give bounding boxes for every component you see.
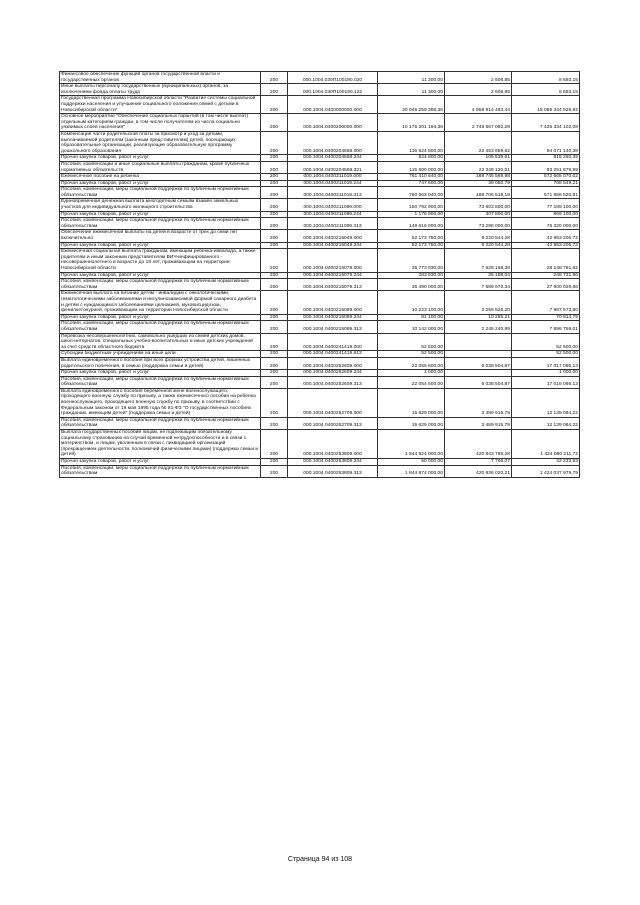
table-row: [60, 249, 580, 272]
row-plan-cell: 761 410 640,00: [378, 174, 445, 181]
row-name-cell: Выплата единовременного пособия беременной жене военнослужащего, проходящего военную службу по призыву, а также ежемесячного пособия на ребенка военнослужащего, проходящего военную службу по призыву, в соответствии с Федеральным законом от 19 мая 1995 года № 81-ФЗ "О государственных пособиях гражданам, имеющим детей" (поддержка семьи и детей): [60, 388, 261, 417]
row-rest-cell: 28 148 761,62: [512, 249, 580, 272]
row-code-cell: 200: [261, 357, 288, 369]
row-kbk-cell: 000.1004.0400252609.000: [288, 357, 378, 369]
row-plan-cell: 924 800,00: [378, 155, 445, 162]
row-kbk-cell: 000.1004.0400211019.313: [288, 187, 378, 199]
row-plan-cell: 52 173 750,00: [378, 230, 445, 242]
row-code-cell: 200: [261, 321, 288, 333]
row-kbk-cell: 000.1004.0400215049.000: [288, 230, 378, 242]
table-row: [60, 180, 580, 187]
row-plan-cell: 35 773 930,00: [378, 249, 445, 272]
row-plan-cell: 81 100,00: [378, 314, 445, 321]
table-row: [60, 321, 580, 333]
row-name-cell: Единовременная денежная выплата многодетным семьям взамен земельных участков для индивидуального жилищного строительства: [60, 199, 261, 211]
row-plan-cell: 1 000,00: [378, 370, 445, 377]
table-row: [60, 218, 580, 230]
row-fact-cell: 7 625 168,38: [445, 249, 512, 272]
row-kbk-cell: 000.1004.0400253809.244: [288, 459, 378, 466]
row-name-cell: Ежемесячная социальная выплата гражданам, имеющим ребенка-инвалида, а также родителям и иным законным представителям ВИЧ-инфицированного - несовершеннолетнего в возрасте до 18 лет, проживающим на территории Новосибирской области: [60, 249, 261, 272]
row-code-cell: 200: [261, 272, 288, 279]
row-name-cell: Пособия, компенсации, меры социальной поддержки по публичным нормативным обязательствам: [60, 321, 261, 333]
row-name-cell: Прочая закупка товаров, работ и услуг: [60, 272, 261, 279]
table-row: [60, 417, 580, 429]
row-fact-cell: 5 038 504,87: [445, 376, 512, 388]
row-rest-cell: 93 251 879,99: [512, 161, 580, 173]
row-rest-cell: 42 233,93: [512, 459, 580, 466]
row-code-cell: 200: [261, 84, 288, 96]
row-code-cell: 200: [261, 155, 288, 162]
row-name-cell: Прочая закупка товаров, работ и услуг: [60, 180, 261, 187]
row-fact-cell: 10 285,21: [445, 314, 512, 321]
row-kbk-cell: 000.1004.0400200000.000: [288, 114, 378, 132]
table-row: [60, 174, 580, 181]
row-name-cell: Перевозка несовершеннолетних, самовольно ушедших из семей детских домов, школ-интернатов, специальных учебно-воспитательных и иных детских учреждений за счет средств областного бюджета: [60, 333, 261, 351]
row-name-cell: Прочая закупка товаров, работ и услуг: [60, 459, 261, 466]
row-name-cell: Прочая закупка товаров, работ и услуг: [60, 242, 261, 249]
table-row: [60, 155, 580, 162]
row-name-cell: Выплата государственных пособий лицам, не подлежащим обязательному социальному страхованию на случай временной нетрудоспособности и в связи с материнством, и лицам, уволенным в связи с ликвидацией организаций (прекращением деятельности, полномочий физическими лицами) (поддержка семьи и детей): [60, 430, 261, 459]
table-row: [60, 459, 580, 466]
row-fact-cell: 420 836 020,21: [445, 465, 512, 477]
row-plan-cell: 22 054 600,00: [378, 376, 445, 388]
row-name-cell: Пособия, компенсации, меры социальной поддержки по публичным нормативным обязательствам: [60, 218, 261, 230]
row-code-cell: 200: [261, 211, 288, 218]
row-name-cell: Финансовое обеспечение функций органов государственной власти и государственных органов: [60, 72, 261, 84]
row-fact-cell: [445, 351, 512, 358]
row-code-cell: 200: [261, 72, 288, 84]
row-plan-cell: 11 300,00: [378, 72, 445, 84]
row-kbk-cell: 000.1004.0400204568.321: [288, 161, 378, 173]
row-code-cell: 200: [261, 430, 288, 459]
row-plan-cell: 760 663 040,00: [378, 187, 445, 199]
table-row: [60, 465, 580, 477]
row-kbk-cell: 000.1004.0400253809.000: [288, 430, 378, 459]
row-name-cell: Иные выплаты персоналу государственных (муниципальных) органов, за исключением фонда оплаты труда: [60, 84, 261, 96]
row-fact-cell: 35 198,04: [445, 272, 512, 279]
table-row: [60, 357, 580, 369]
row-plan-cell: 10 223 100,00: [378, 291, 445, 314]
row-rest-cell: 1 424 080 211,72: [512, 430, 580, 459]
row-fact-cell: 22 348 120,01: [445, 161, 512, 173]
table-row: [60, 376, 580, 388]
row-code-cell: 200: [261, 187, 288, 199]
row-fact-cell: 2 606,85: [445, 84, 512, 96]
row-plan-cell: 52 500,00: [378, 333, 445, 351]
row-rest-cell: 7 896 759,01: [512, 321, 580, 333]
row-fact-cell: 73 603 800,00: [445, 199, 512, 211]
row-name-cell: Пособия, компенсации и иные социальные выплаты гражданам, кроме публичных нормативных обязательств: [60, 161, 261, 173]
table-row: [60, 242, 580, 249]
row-rest-cell: 17 016 095,13: [512, 376, 580, 388]
row-fact-cell: 307 800,00: [445, 211, 512, 218]
table-row: [60, 230, 580, 242]
row-code-cell: 200: [261, 96, 288, 114]
row-rest-cell: 248 731,96: [512, 272, 580, 279]
row-fact-cell: 5 038 504,87: [445, 357, 512, 369]
row-fact-cell: 2 245 240,99: [445, 321, 512, 333]
row-name-cell: Обеспечение ежемесячной выплаты на детей в возрасте от трех до семи лет включительно: [60, 230, 261, 242]
row-plan-cell: 22 055 600,00: [378, 357, 445, 369]
row-kbk-cell: 000.1004.0400215049.244: [288, 242, 378, 249]
row-code-cell: 200: [261, 351, 288, 358]
row-code-cell: 200: [261, 180, 288, 187]
row-kbk-cell: 000.1004.0400204568.000: [288, 131, 378, 154]
table-row: [60, 114, 580, 132]
row-fact-cell: 105 539,61: [445, 155, 512, 162]
row-kbk-cell: 000.1004.0400211089.000: [288, 199, 378, 211]
row-fact-cell: 3 489 915,78: [445, 417, 512, 429]
row-plan-cell: 115 600 000,00: [378, 161, 445, 173]
row-plan-cell: 35 490 000,00: [378, 279, 445, 291]
row-code-cell: 200: [261, 242, 288, 249]
table-row: [60, 211, 580, 218]
row-plan-cell: 15 629 000,00: [378, 388, 445, 417]
row-name-cell: Прочая закупка товаров, работ и услуг: [60, 314, 261, 321]
table-row: [60, 161, 580, 173]
row-code-cell: 200: [261, 333, 288, 351]
row-code-cell: 200: [261, 161, 288, 173]
row-rest-cell: 77 189 100,00: [512, 199, 580, 211]
row-plan-cell: 283 930,00: [378, 272, 445, 279]
row-plan-cell: 1 844 874 000,00: [378, 465, 445, 477]
row-rest-cell: 52 500,00: [512, 351, 580, 358]
budget-table: [59, 71, 580, 478]
row-fact-cell: 3 489 915,78: [445, 388, 512, 417]
table-row: [60, 314, 580, 321]
row-kbk-cell: 000.1004.0400215079.244: [288, 272, 378, 279]
row-plan-cell: 150 792 900,00: [378, 199, 445, 211]
row-kbk-cell: 000.1004.0400253809.313: [288, 465, 378, 477]
row-name-cell: Прочая закупка товаров, работ и услуг: [60, 155, 261, 162]
row-fact-cell: 22 453 659,62: [445, 131, 512, 154]
row-kbk-cell: 000.1004.0400252609.313: [288, 376, 378, 388]
row-code-cell: 200: [261, 230, 288, 242]
row-fact-cell: 73 296 000,00: [445, 218, 512, 230]
row-kbk-cell: 000.1004.0400215079.000: [288, 249, 378, 272]
row-rest-cell: 7 967 573,80: [512, 291, 580, 314]
row-kbk-cell: 000.1004.0400241419.612: [288, 351, 378, 358]
row-code-cell: 200: [261, 174, 288, 181]
row-plan-cell: 50 000,00: [378, 459, 445, 466]
row-rest-cell: 8 693,15: [512, 72, 580, 84]
table-row: [60, 279, 580, 291]
row-kbk-cell: 000.1004.030П100190.122: [288, 84, 378, 96]
row-name-cell: Прочая закупка товаров, работ и услуг: [60, 211, 261, 218]
row-kbk-cell: 000.1004.0400252709.000: [288, 388, 378, 417]
row-plan-cell: 20 045 259 388,36: [378, 96, 445, 114]
row-kbk-cell: 000.1004.0400211089.244: [288, 211, 378, 218]
row-name-cell: Ежемесячная выплата на питание детям - инвалидам с онкологическими, гематологическими заболеваниями и инсулинозависимой формой сахарного диабета и детям с нуждающимся заболеваниями целиакией, муковисцидозом, фенилкетонурией, проживающим на территории Новосибирской области: [60, 291, 261, 314]
row-plan-cell: 1 844 924 000,00: [378, 430, 445, 459]
row-plan-cell: 747 600,00: [378, 180, 445, 187]
row-name-cell: Субсидии бюджетным учреждениям на иные цели: [60, 351, 261, 358]
row-fact-cell: [445, 333, 512, 351]
row-name-cell: Пособия, компенсации, меры социальной поддержки по публичным нормативным обязательствам: [60, 417, 261, 429]
row-code-cell: 200: [261, 249, 288, 272]
row-code-cell: 200: [261, 314, 288, 321]
row-fact-cell: 7 589 970,34: [445, 279, 512, 291]
row-name-cell: Ежемесячное пособие на ребенка: [60, 174, 261, 181]
row-kbk-cell: 000.1004.0400215089.000: [288, 291, 378, 314]
table-row: [60, 199, 580, 211]
row-fact-cell: 188 706 519,19: [445, 187, 512, 199]
row-rest-cell: 1 000,00: [512, 370, 580, 377]
table-row: [60, 131, 580, 154]
row-fact-cell: 7 766,07: [445, 459, 512, 466]
row-fact-cell: 39 050,79: [445, 180, 512, 187]
row-rest-cell: 8 693,15: [512, 84, 580, 96]
row-plan-cell: 10 175 201 194,36: [378, 114, 445, 132]
row-plan-cell: 1 176 900,00: [378, 211, 445, 218]
row-plan-cell: 52 500,00: [378, 351, 445, 358]
row-code-cell: 200: [261, 218, 288, 230]
page-number: Страница 94 из 108: [287, 856, 353, 863]
row-rest-cell: 819 260,39: [512, 155, 580, 162]
row-kbk-cell: 000.1004.0400215079.313: [288, 279, 378, 291]
row-kbk-cell: 000.1004.0400252609.244: [288, 370, 378, 377]
row-name-cell: Выплата единовременного пособия при всех формах устройства детей, лишенных родительского попечения, в семью (поддержка семьи и детей): [60, 357, 261, 369]
row-fact-cell: 420 843 785,28: [445, 430, 512, 459]
table-row: [60, 272, 580, 279]
row-code-cell: 200: [261, 291, 288, 314]
row-code-cell: 200: [261, 459, 288, 466]
row-name-cell: Прочая закупка товаров, работ и услуг: [60, 370, 261, 377]
table-row: [60, 388, 580, 417]
row-rest-cell: 15 086 344 925,92: [512, 96, 580, 114]
row-rest-cell: 27 900 029,66: [512, 279, 580, 291]
row-kbk-cell: 000.1004.0400000000.000: [288, 96, 378, 114]
row-rest-cell: 70 814,79: [512, 314, 580, 321]
table-row: [60, 430, 580, 459]
row-fact-cell: 2 749 667 092,28: [445, 114, 512, 132]
row-rest-cell: 17 017 095,13: [512, 357, 580, 369]
row-code-cell: 200: [261, 199, 288, 211]
row-rest-cell: 869 100,00: [512, 211, 580, 218]
row-plan-cell: 149 616 000,00: [378, 218, 445, 230]
row-rest-cell: 571 956 520,81: [512, 187, 580, 199]
row-code-cell: 200: [261, 376, 288, 388]
table-row: [60, 72, 580, 84]
table-row: [60, 84, 580, 96]
row-name-cell: Основное мероприятие "Обеспечение социальных гарантий (в том числе выплат) отдельным категориям граждан, в том числе получателям из числа социально уязвимых слоев населения": [60, 114, 261, 132]
table-row: [60, 96, 580, 114]
row-kbk-cell: 000.1004.0400241419.000: [288, 333, 378, 351]
row-kbk-cell: 000.1004.0400204568.244: [288, 155, 378, 162]
row-plan-cell: 116 524 800,00: [378, 131, 445, 154]
table-row: [60, 370, 580, 377]
row-code-cell: 200: [261, 417, 288, 429]
row-kbk-cell: 000.1004.0400211019.244: [288, 180, 378, 187]
row-fact-cell: 188 745 569,98: [445, 174, 512, 181]
row-kbk-cell: 000.1004.0400252709.313: [288, 417, 378, 429]
row-name-cell: Пособия, компенсации, меры социальной поддержки по публичным нормативным обязательствам: [60, 376, 261, 388]
row-code-cell: 200: [261, 465, 288, 477]
row-kbk-cell: 000.1004.0400215089.244: [288, 314, 378, 321]
table-row: [60, 291, 580, 314]
row-rest-cell: 7 425 334 102,08: [512, 114, 580, 132]
row-name-cell: Пособия, компенсации, меры социальной поддержки по публичным нормативным обязательствам: [60, 465, 261, 477]
row-name-cell: Пособия, компенсации, меры социальной поддержки по публичным нормативным обязательствам: [60, 279, 261, 291]
row-kbk-cell: 000.1004.030П100190.020: [288, 72, 378, 84]
row-name-cell: Компенсация части родительской платы за присмотр и уход за детьми, выплачиваемой родителям (законным представителям) детей, посещающих образовательные организации, реализующие образовательную программу дошкольного образования: [60, 131, 261, 154]
row-fact-cell: 9 220 544,28: [445, 230, 512, 242]
row-code-cell: 200: [261, 370, 288, 377]
table-row: [60, 187, 580, 199]
row-plan-cell: 52 173 750,00: [378, 242, 445, 249]
row-rest-cell: 12 139 084,22: [512, 388, 580, 417]
row-kbk-cell: 000.1004.0400215089.313: [288, 321, 378, 333]
budget-table-body: [60, 72, 580, 478]
row-name-cell: Пособия, компенсации, меры социальной поддержки по публичным нормативным обязательствам: [60, 187, 261, 199]
row-rest-cell: 1 424 037 979,79: [512, 465, 580, 477]
table-row: [60, 351, 580, 358]
row-code-cell: 200: [261, 114, 288, 132]
row-rest-cell: 42 953 205,72: [512, 230, 580, 242]
row-fact-cell: 2 606,85: [445, 72, 512, 84]
row-rest-cell: 42 953 205,72: [512, 242, 580, 249]
row-rest-cell: 708 549,21: [512, 180, 580, 187]
row-kbk-cell: 000.1004.0400211089.313: [288, 218, 378, 230]
row-fact-cell: 4 958 914 463,44: [445, 96, 512, 114]
row-fact-cell: [445, 370, 512, 377]
row-code-cell: 200: [261, 131, 288, 154]
row-code-cell: 200: [261, 388, 288, 417]
table-row: [60, 333, 580, 351]
row-rest-cell: 572 665 070,02: [512, 174, 580, 181]
row-name-cell: Государственная программа Новосибирской области "Развитие системы социальной поддержки населения и улучшение социального положения семей с детьми в Новосибирской области": [60, 96, 261, 114]
row-fact-cell: 2 255 526,20: [445, 291, 512, 314]
row-plan-cell: 11 300,00: [378, 84, 445, 96]
row-plan-cell: 10 142 000,00: [378, 321, 445, 333]
row-rest-cell: 52 500,00: [512, 333, 580, 351]
row-kbk-cell: 000.1004.0400211019.000: [288, 174, 378, 181]
row-fact-cell: 9 220 544,28: [445, 242, 512, 249]
row-rest-cell: 76 320 000,00: [512, 218, 580, 230]
row-rest-cell: 12 139 084,22: [512, 417, 580, 429]
row-plan-cell: 15 629 000,00: [378, 417, 445, 429]
row-rest-cell: 94 071 140,38: [512, 131, 580, 154]
row-code-cell: 200: [261, 279, 288, 291]
